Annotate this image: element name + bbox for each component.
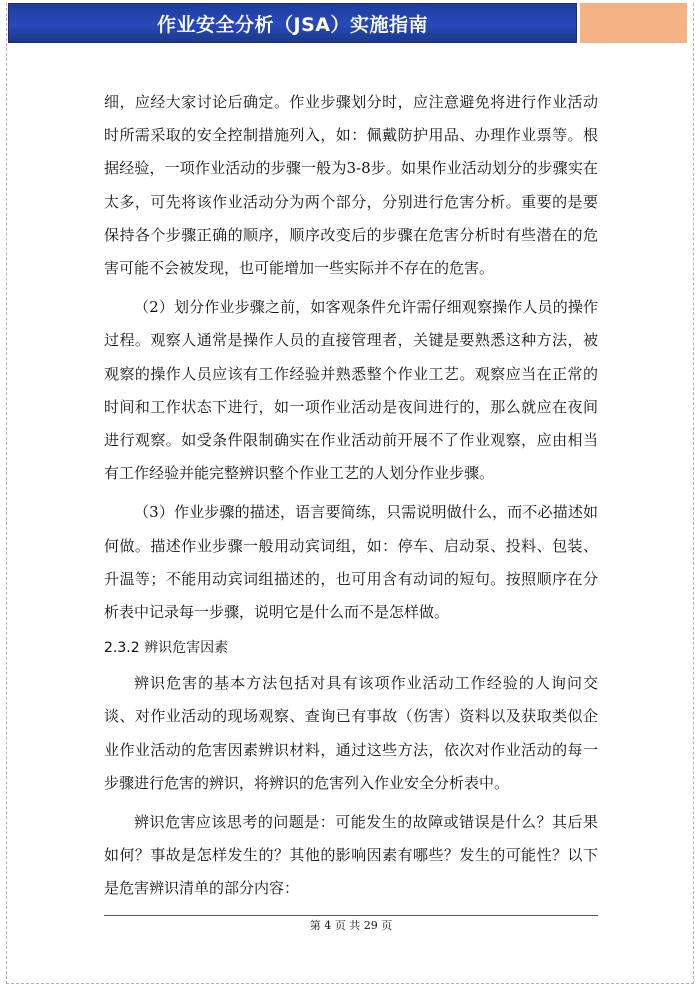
- section-heading: 2.3.2 辨识危害因素: [104, 640, 229, 657]
- page-number: 第 4 页 共 29 页: [309, 919, 393, 932]
- paragraph-step-description: （3）作业步骤的描述，语言要简练，只需说明做什么，而不必描述如何做。描述作业步骤一般用动宾词组，如：停车、启动泵、投料、包装、升温等；不能用动宾词组描述的，也可用含有动词的短句。按照顺序在分析表中记录每一步骤，说明它是什么而不是怎样做。: [104, 503, 598, 622]
- footer-rule: [104, 915, 598, 916]
- page-border-right: [693, 3, 694, 984]
- paragraph-observation: （2）划分作业步骤之前，如客观条件允许需仔细观察操作人员的操作过程。观察人通常是操作人员的直接管理者，关键是要熟悉这种方法，被观察的操作人员应该有工作经验并熟悉整个作业工艺。观察应当在正常的时间和工作状态下进行，如一项作业活动是夜间进行的，那么就应在夜间进行观察。如受条件限制确实在作业活动前开展不了作业观察，应由相当有工作经验并能完整辨识整个作业工艺的人划分作业步骤。: [104, 298, 598, 483]
- page-border-bottom: [6, 983, 694, 984]
- paragraph-hazard-methods: 辨识危害的基本方法包括对具有该项作业活动工作经验的人询问交谈、对作业活动的现场观察、查询已有事故（伤害）资料以及获取类似企业作业活动的危害因素辨识材料，通过这些方法，依次对作业活动的每一步骤进行危害的辨识，将辨识的危害列入作业安全分析表中。: [104, 674, 598, 792]
- paragraph-continued: 细，应经大家讨论后确定。作业步骤划分时，应注意避免将进行作业活动时所需采取的安全控制措施列入，如：佩戴防护用品、办理作业票等。根据经验，一项作业活动的步骤一般为3-8步。如果作业活动划分的步骤实在太多，可先将该作业活动分为两个部分，分别进行危害分析。重要的是要保持各个步骤正确的顺序，顺序改变后的步骤在危害分析时有些潜在的危害可能不会被发现，也可能增加一些实际并不存在的危害。: [104, 93, 598, 278]
- header-banner: [8, 3, 577, 43]
- page-border-left: [6, 3, 7, 984]
- paragraph-hazard-questions: 辨识危害应该思考的问题是：可能发生的故障或错误是什么？其后果如何？事故是怎样发生的？其他的影响因素有哪些？发生的可能性？以下是危害辨识清单的部分内容：: [104, 813, 598, 898]
- header-accent-block: [580, 3, 687, 43]
- document-title: 作业安全分析（JSA）实施指南: [157, 13, 428, 36]
- body-content: [104, 86, 598, 906]
